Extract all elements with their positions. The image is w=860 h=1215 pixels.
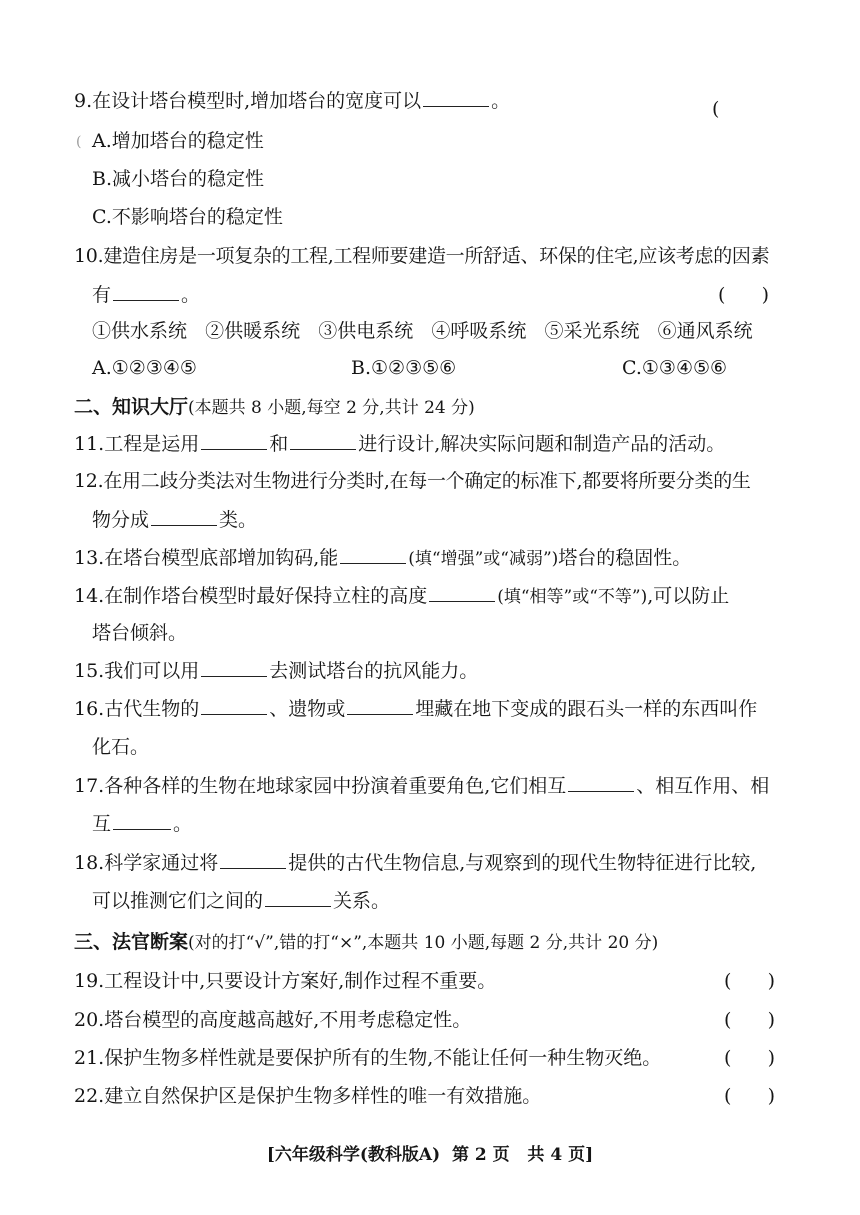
question-9-stem: 9.在设计塔台模型时,增加塔台的宽度可以	[74, 90, 422, 112]
question-21: 21.保护生物多样性就是要保护所有的生物,不能让任何一种生物灭绝。	[74, 1047, 662, 1069]
question-15: 15.我们可以用 去测试塔台的抗风能力。	[74, 660, 479, 682]
question-19: 19.工程设计中,只要设计方案好,制作过程不重要。	[74, 970, 497, 992]
answer-paren[interactable]: (	[712, 98, 720, 120]
page-footer: [六年级科学(教科版A) 第 2 页 共 4 页]	[266, 1145, 594, 1165]
answer-paren[interactable]: ( )	[724, 1047, 776, 1069]
question-17: 17.各种各样的生物在地球家园中扮演着重要角色,它们相互 、相互作用、相	[74, 775, 770, 797]
answer-blank[interactable]	[265, 888, 331, 907]
question-22: 22.建立自然保护区是保护生物多样性的唯一有效措施。	[74, 1085, 542, 1107]
answer-blank[interactable]	[201, 431, 267, 450]
question-9: 9.在设计塔台模型时,增加塔台的宽度可以 。	[74, 90, 511, 112]
question-12-line1: 12.在用二歧分类法对生物进行分类时,在每一个确定的标准下,都要将所要分类的生	[74, 470, 751, 492]
option-c: C.①③④⑤⑥	[622, 357, 728, 379]
question-10-line1: 10.建造住房是一项复杂的工程,工程师要建造一所舒适、环保的住宅,应该考虑的因素	[74, 245, 770, 267]
answer-paren[interactable]: ( )	[724, 1009, 776, 1031]
answer-blank[interactable]	[347, 696, 413, 715]
question-18: 18.科学家通过将 提供的古代生物信息,与观察到的现代生物特征进行比较,	[74, 852, 757, 874]
answer-blank[interactable]	[423, 88, 489, 107]
answer-blank[interactable]	[113, 282, 179, 301]
scan-mark: (	[76, 134, 82, 150]
question-13: 13.在塔台模型底部增加钩码,能 (填“增强”或“减弱”)塔台的稳固性。	[74, 547, 692, 569]
option-a: A.①②③④⑤	[92, 357, 197, 379]
question-12-line2: 物分成 类。	[92, 509, 258, 531]
answer-blank[interactable]	[340, 545, 406, 564]
answer-blank[interactable]	[429, 583, 495, 602]
option-a: A.增加塔台的稳定性	[92, 130, 264, 152]
question-16-line2: 化石。	[92, 736, 150, 758]
question-10-items: ①供水系统 ②供暖系统 ③供电系统 ④呼吸系统 ⑤采光系统 ⑥通风系统	[92, 320, 753, 342]
option-c: C.不影响塔台的稳定性	[92, 206, 283, 228]
question-20: 20.塔台模型的高度越高越好,不用考虑稳定性。	[74, 1009, 472, 1031]
answer-blank[interactable]	[201, 658, 267, 677]
question-16: 16.古代生物的 、遗物或 埋藏在地下变成的跟石头一样的东西叫作	[74, 698, 758, 720]
answer-paren[interactable]: ( )	[724, 970, 776, 992]
option-b: B.减小塔台的稳定性	[92, 168, 265, 190]
answer-paren[interactable]: ( )	[718, 284, 770, 306]
option-b: B.①②③⑤⑥	[351, 357, 457, 379]
answer-blank[interactable]	[201, 696, 267, 715]
section-3-heading: 三、法官断案(对的打“√”,错的打“×”,本题共 10 小题,每题 2 分,共计 20 分)	[74, 931, 659, 953]
answer-blank[interactable]	[151, 507, 217, 526]
answer-blank[interactable]	[568, 773, 634, 792]
question-17-line2: 互 。	[92, 813, 193, 835]
question-14: 14.在制作塔台模型时最好保持立柱的高度 (填“相等”或“不等”),可以防止	[74, 585, 730, 607]
answer-blank[interactable]	[113, 811, 171, 830]
question-10-line2: 有 。	[92, 284, 201, 306]
question-11: 11.工程是运用 和 进行设计,解决实际问题和制造产品的活动。	[74, 433, 726, 455]
answer-paren[interactable]: ( )	[724, 1085, 776, 1107]
answer-blank[interactable]	[220, 850, 286, 869]
section-2-heading: 二、知识大厅(本题共 8 小题,每空 2 分,共计 24 分)	[74, 396, 475, 418]
question-18-line2: 可以推测它们之间的 关系。	[92, 890, 391, 912]
answer-blank[interactable]	[290, 431, 356, 450]
question-14-line2: 塔台倾斜。	[92, 622, 188, 644]
